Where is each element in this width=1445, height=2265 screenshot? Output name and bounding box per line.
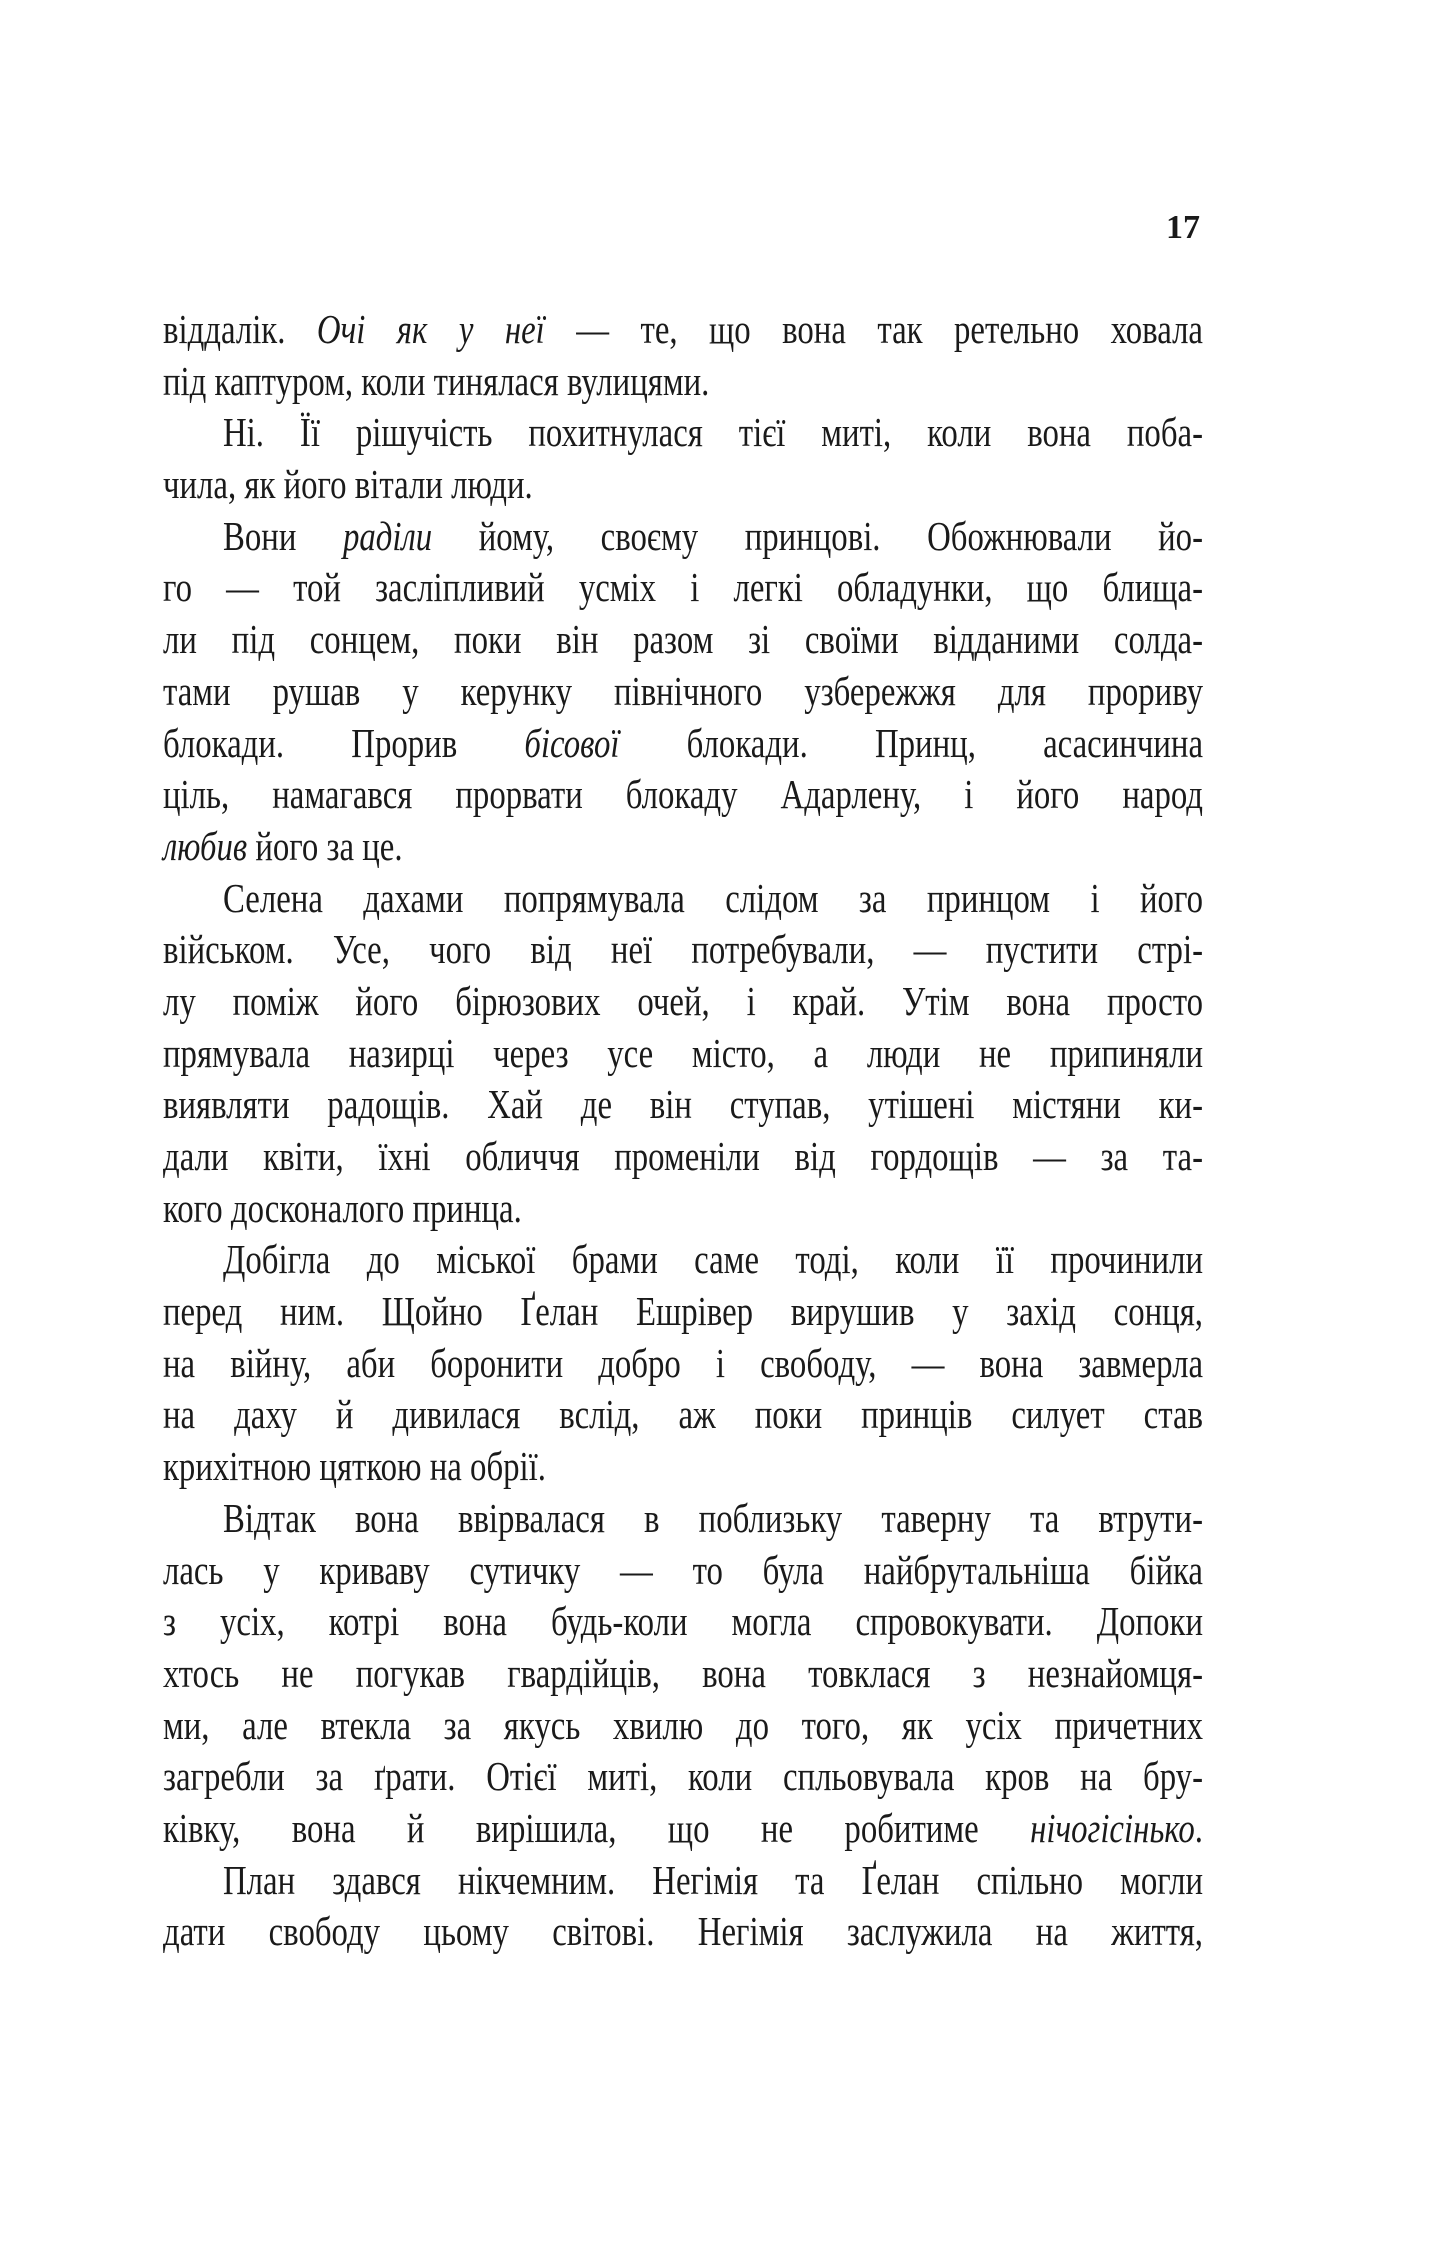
text-run: виявляти радощів. Хай де він ступав, утішені містяни ки- (163, 1081, 1203, 1128)
text-line (163, 1648, 1203, 1700)
text-run: ми, але втекла за якусь хвилю до того, як усіх причетних (163, 1701, 1203, 1748)
text-line (163, 1803, 1203, 1855)
paragraph-start-line (163, 1493, 1203, 1545)
body-text (163, 304, 1203, 1958)
text-run: ли під сонцем, поки він разом зі своїми відданими солда- (163, 616, 1203, 663)
text-line (163, 924, 1203, 976)
text-run: дали квіти, їхні обличчя променіли від гордощів — за та- (163, 1133, 1203, 1179)
text-run: ціль, намагався прорвати блокаду Адарлену, і його народ (163, 771, 1203, 818)
text-run: його за це. (247, 822, 403, 869)
text-run: хтось не погукав гвардійців, вона товклася з незнайомця- (163, 1649, 1203, 1696)
text-run: крихітною цяткою на обрії. (163, 1443, 546, 1490)
text-line (163, 1286, 1203, 1338)
paragraph-start-line (163, 1234, 1203, 1286)
text-line (163, 666, 1203, 718)
text-line (163, 1441, 1203, 1493)
text-line (163, 459, 1203, 511)
emphasis-text: любив (163, 822, 248, 869)
text-line (163, 821, 1203, 873)
text-line (163, 1751, 1203, 1803)
text-line (163, 718, 1203, 770)
text-line (163, 1131, 1203, 1183)
text-run: . (1194, 1804, 1203, 1851)
text-run: йому, своєму принцові. Обожнювали йо- (432, 512, 1204, 559)
paragraph-start-line (163, 873, 1203, 925)
text-run: перед ним. Щойно Ґелан Ешрівер вирушив у захід сонця, (163, 1288, 1203, 1335)
text-line (163, 769, 1203, 821)
text-run: Ні. Її рішучість похитнулася тієї миті, коли вона поба- (223, 409, 1203, 456)
emphasis-text: Очі як у неї (316, 306, 545, 352)
text-run: блокади. Принц, асасинчина (619, 719, 1204, 766)
emphasis-text: бісової (524, 719, 620, 766)
text-run: ківку, вона й вирішила, що не робитиме (163, 1804, 1031, 1851)
text-run: з усіх, котрі вона будь-коли могла спровокувати. Допоки (163, 1598, 1203, 1645)
emphasis-text: нічогісінько (1030, 1804, 1195, 1851)
text-run: тами рушав у керунку північного узбережжя для прориву (163, 667, 1203, 714)
text-run: блокади. Прорив (163, 719, 525, 766)
text-run: Відтак вона ввірвалася в поблизьку таверну та втрути- (223, 1494, 1203, 1541)
text-line (163, 1028, 1203, 1080)
text-run: Вони (223, 512, 343, 559)
text-run: го — той засліпливий усміх і легкі обладунки, що блища- (163, 564, 1203, 611)
text-run: Селена дахами попрямувала слідом за принцом і його (223, 874, 1203, 921)
page-number: 17 (1166, 209, 1200, 246)
text-line (163, 976, 1203, 1028)
text-line (163, 1079, 1203, 1131)
text-line (163, 1596, 1203, 1648)
text-line (163, 1545, 1203, 1597)
text-run: під каптуром, коли тинялася вулицями. (163, 357, 710, 404)
paragraph-start-line (163, 407, 1203, 459)
text-line (163, 1700, 1203, 1752)
text-run: — те, що вона так ретельно ховала (544, 306, 1203, 352)
text-line (163, 1906, 1203, 1958)
text-run: на даху й дивилася вслід, аж поки принців силует став (163, 1391, 1203, 1438)
text-run: на війну, аби боронити добро і свободу, — вона завмерла (163, 1339, 1203, 1386)
text-line (163, 562, 1203, 614)
text-run: План здався нікчемним. Негімія та Ґелан спільно могли (223, 1856, 1203, 1903)
text-run: військом. Усе, чого від неї потребували, — пустити стрі- (163, 926, 1203, 973)
text-line (163, 1183, 1203, 1235)
paragraph-start-line (163, 1855, 1203, 1907)
paragraph-start-line (163, 511, 1203, 563)
text-line (163, 614, 1203, 666)
text-line (163, 1338, 1203, 1390)
text-run: віддалік. (163, 306, 317, 352)
text-run: лу поміж його бірюзових очей, і край. Утім вона просто (163, 977, 1203, 1024)
text-run: прямувала назирці через усе місто, а люди не припиняли (163, 1029, 1203, 1076)
text-line (163, 304, 1203, 356)
text-run: кого досконалого принца. (163, 1184, 522, 1231)
text-run: лась у криваву сутичку — то була найбрутальніша бійка (163, 1546, 1203, 1593)
text-run: дати свободу цьому світові. Негімія заслужила на життя, (163, 1908, 1203, 1955)
text-run: загребли за ґрати. Отієї миті, коли спльовувала кров на бру- (163, 1753, 1203, 1800)
emphasis-text: раділи (342, 512, 433, 559)
text-run: чила, як його вітали люди. (163, 461, 533, 508)
text-line (163, 356, 1203, 408)
text-run: Добігла до міської брами саме тоді, коли її прочинили (223, 1236, 1203, 1283)
text-line (163, 1389, 1203, 1441)
